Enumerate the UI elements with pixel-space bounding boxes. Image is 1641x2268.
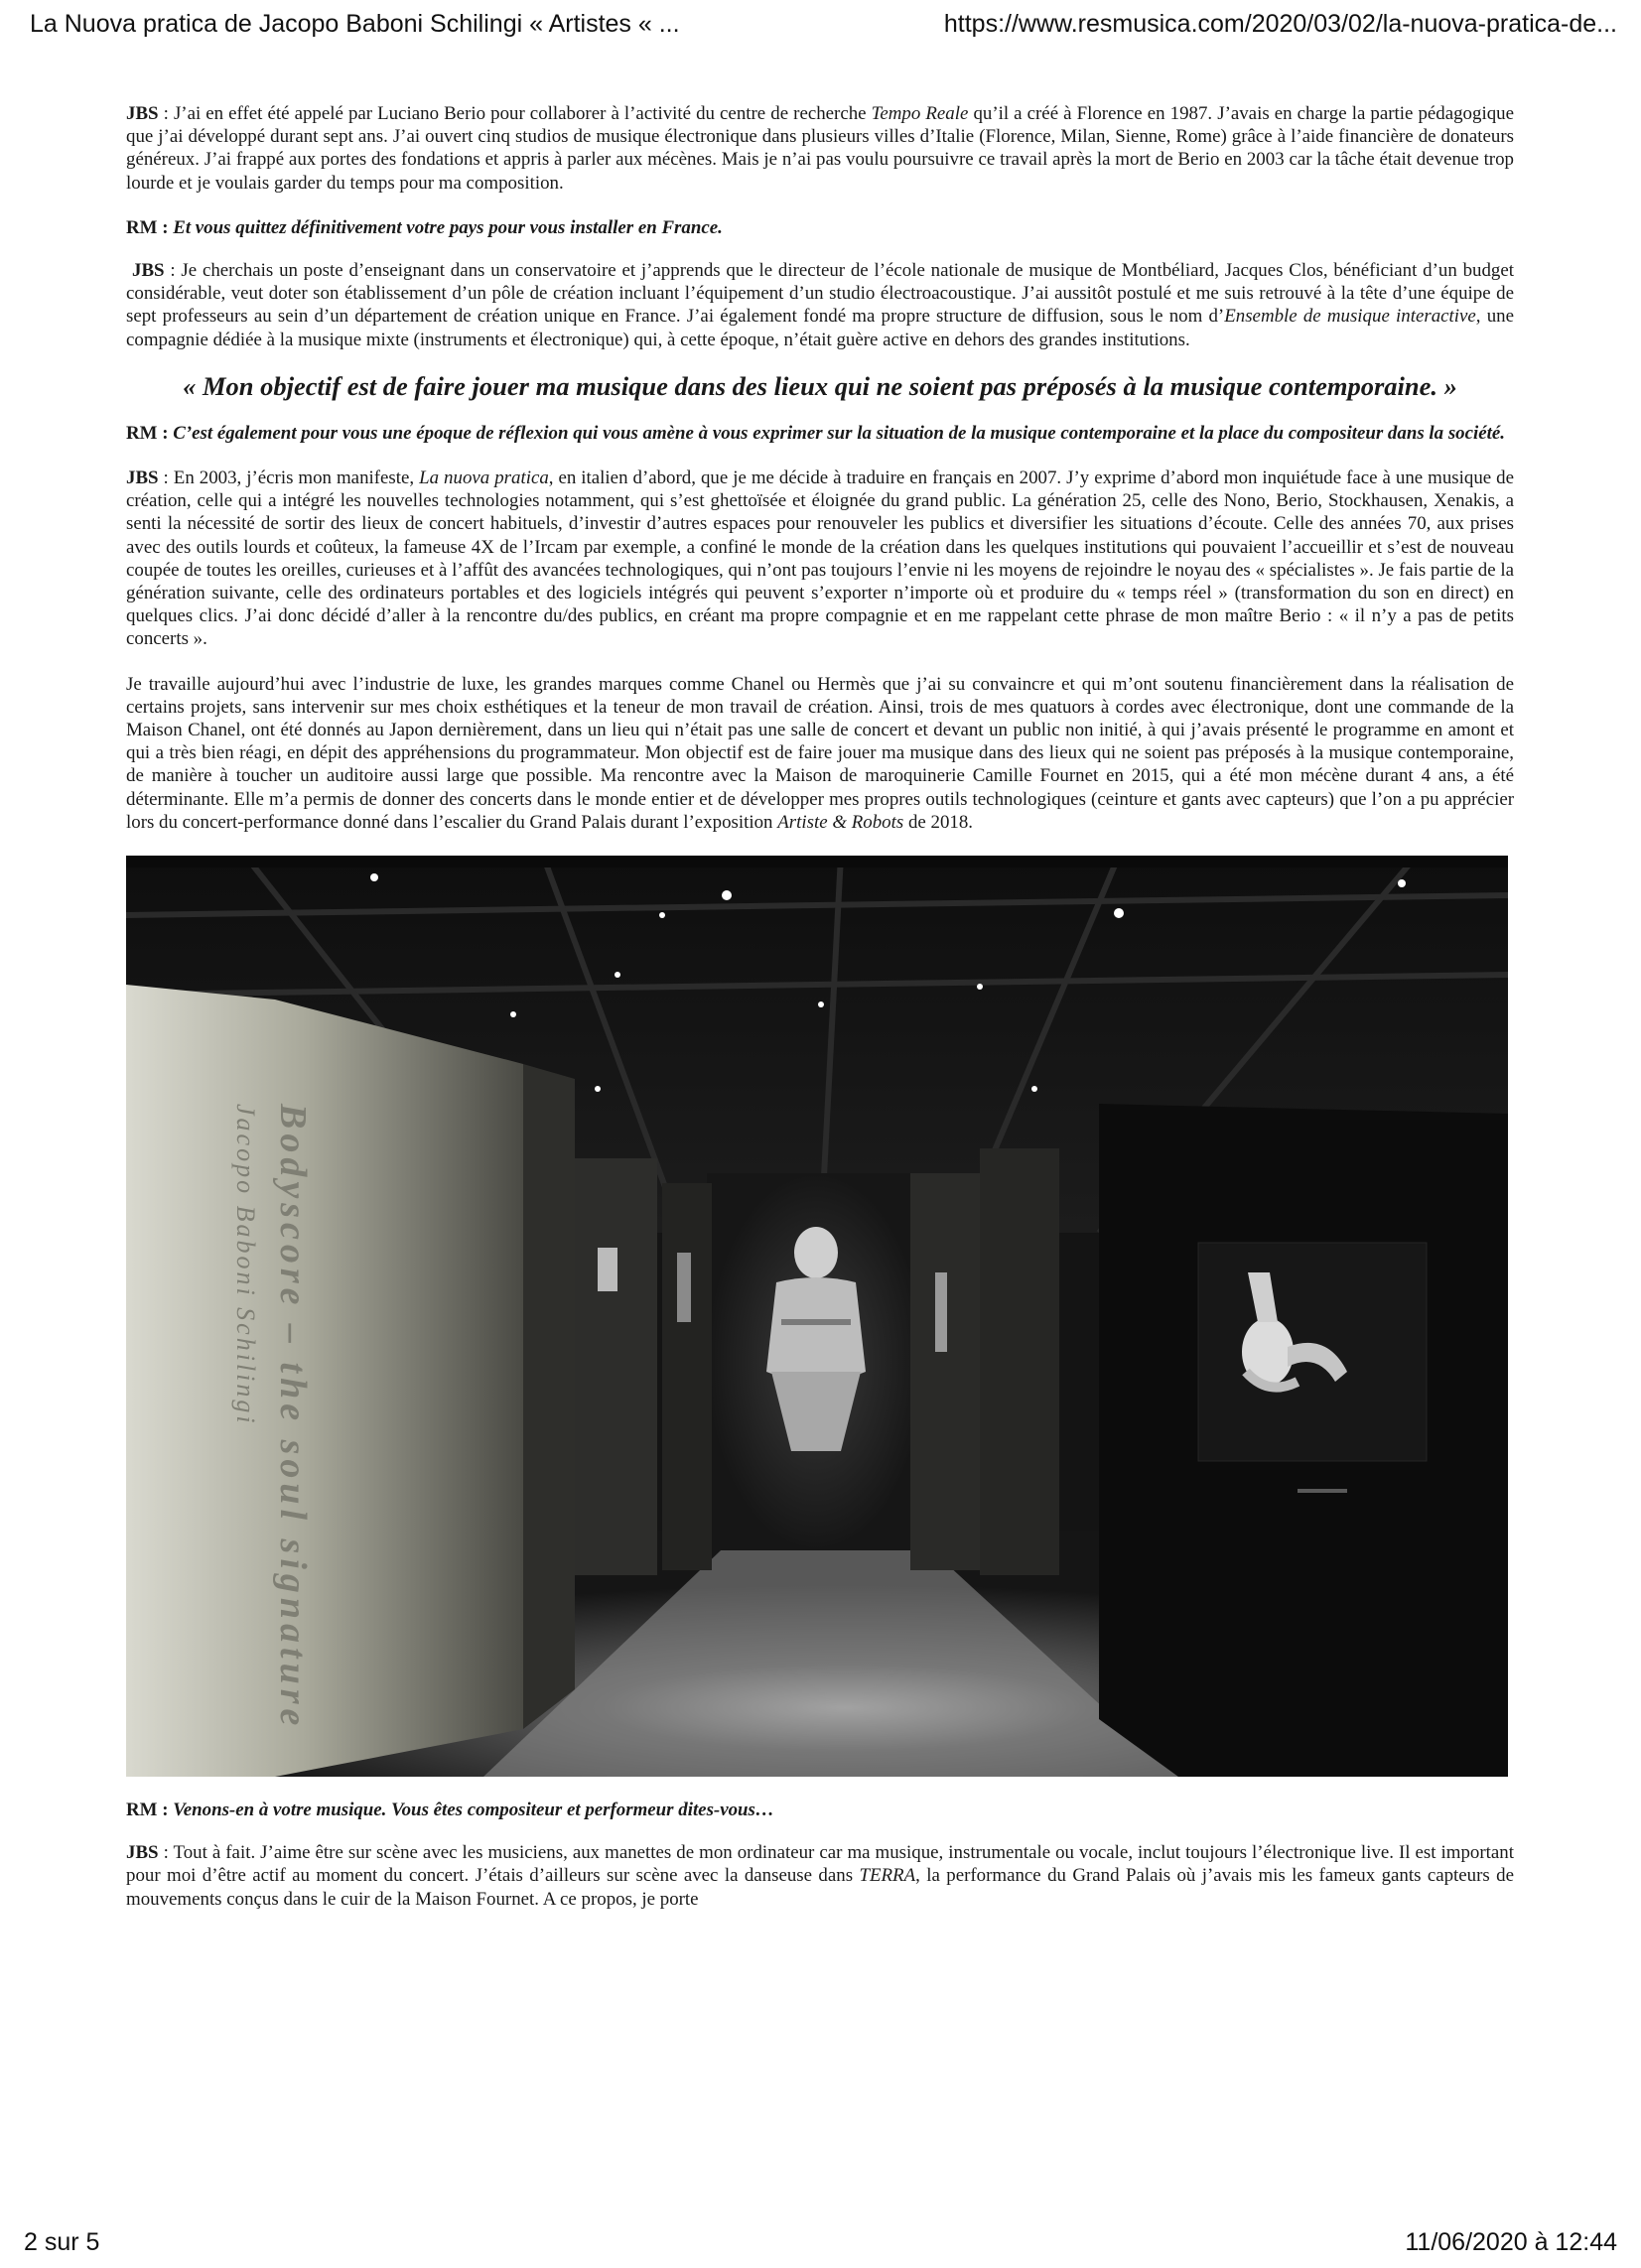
page-title: La Nuova pratica de Jacopo Baboni Schilingi « Artistes « ...: [30, 10, 680, 38]
svg-text:Jacopo Baboni Schilingi: Jacopo Baboni Schilingi: [231, 1104, 260, 1426]
exhibition-photo: [126, 856, 1508, 1777]
exhibition-photo-illustration: [126, 856, 1508, 1777]
answer-text: : Je cherchais un poste d’enseignant dans un conservatoire et j’apprends que le directeur de l’école nationale de musique de Montbéliard, Jacques Clos, bénéficiant d’un budget considérable, veut doter son établissement d’un pôle de création incluant l’équipement d’un studio électroacoustique. J’ai aussitôt postulé et me suis retrouvé à la tête d’une équipe de sept professeurs au sein d’un département de création unique en France. J’ai également fondé ma propre structure de diffusion, sous le nom d’: [126, 260, 1514, 328]
answer-text: , la performance du Grand Palais où j’avais mis les fameux gants capteurs de mouvements conçus dans le cuir de la Maison Fournet. A ce propos, je porte: [126, 1865, 1514, 1910]
answer-paragraph-5: [126, 1841, 1514, 1911]
answer-paragraph-1: [126, 102, 1514, 195]
page-number: 2 sur 5: [24, 2228, 100, 2256]
left-gallery-wall: [126, 985, 523, 1777]
speaker-rm: RM :: [126, 422, 169, 444]
answer-emphasis: Ensemble de musique interactive: [1224, 306, 1476, 328]
speaker-jbs: JBS: [126, 1842, 159, 1864]
answer-text: , en italien d’abord, que je me décide à traduire en français en 2007. J’y exprime d’abord mon inquiétude face à une musique de création, celle qui a intégré les nouvelles technologies notamment, qui s’est ghettoïsée et éloignée du grand public. La génération 25, celle des Nono, Berio, Stockhausen, Xenakis, a senti la nécessité de sortir des lieux de concert habituels, d’investir d’autres espaces pour renouveler les publics et diversifier les situations d’écoute. Celle des années 70, aux prises avec des outils lourds et coûteux, la fameuse 4X de l’Ircam par exemple, a confiné le monde de la création dans les quelques institutions qui pouvaient l’accueillir et s’est de nouveau coupée de toutes les oreilles, curieuses et à l’affût des avancées technologiques, qui n’ont pas toujours l’envie ni les moyens de rejoindre le noyau des « spécialistes ». Je fais partie de la génération suivante, celle des ordinateurs portables et des logiciels intégrés qui peuvent s’exporter n’importe où et produire du « temps réel » (transformation du son en direct) en quelques clics. J’ai donc décidé d’aller à la rencontre du/des publics, en créant ma propre compagnie et en me rappelant cette phrase de mon maître Berio : « il n’y a pas de petits concerts ».: [126, 467, 1514, 650]
speaker-jbs: JBS: [126, 467, 159, 489]
svg-text:Bodyscore – the soul signature: Bodyscore – the soul signature: [272, 1104, 314, 1731]
answer-paragraph-3: [126, 467, 1514, 651]
answer-text: : En 2003, j’écris mon manifeste,: [158, 467, 420, 489]
answer-text: de 2018.: [903, 811, 974, 833]
print-datetime: 11/06/2020 à 12:44: [1405, 2228, 1617, 2256]
speaker-rm: RM :: [126, 216, 169, 238]
page-url[interactable]: https://www.resmusica.com/2020/03/02/la-nuova-pratica-de...: [943, 10, 1617, 38]
answer-emphasis: Tempo Reale: [871, 103, 969, 124]
question-text: Et vous quittez définitivement votre pays pour vous installer en France.: [168, 216, 723, 238]
answer-paragraph-4: [126, 673, 1514, 834]
answer-text: : J’ai en effet été appelé par Luciano Berio pour collaborer à l’activité du centre de recherche: [158, 103, 872, 124]
pull-quote: « Mon objectif est de faire jouer ma musique dans des lieux qui ne soient pas préposés à la musique contemporaine. »: [183, 370, 1457, 401]
speaker-jbs: JBS: [132, 260, 165, 282]
answer-emphasis: La nuova pratica: [419, 467, 549, 489]
question-paragraph-1: [126, 216, 1514, 239]
speaker-rm: RM :: [126, 1800, 169, 1821]
answer-text: : Tout à fait. J’aime être sur scène avec les musiciens, aux manettes de mon ordinateur car ma musique, instrumentale ou vocale, inclut toujours l’électronique live. Il est important pour moi d’être actif au moment du concert. J’étais d’ailleurs sur scène avec la danseuse dans: [126, 1842, 1514, 1887]
answer-emphasis: Artiste & Robots: [777, 811, 904, 833]
question-text: C’est également pour vous une époque de réflexion qui vous amène à vous exprimer sur la situation de la musique contemporaine et la place du compositeur dans la société.: [168, 422, 1505, 444]
answer-paragraph-2: [126, 259, 1514, 351]
print-header: [0, 0, 1641, 60]
print-footer: [0, 2218, 1641, 2268]
answer-text: qu’il a créé à Florence en 1987. J’avais en charge la partie pédagogique que j’ai développé durant sept ans. J’ai ouvert cinq studios de musique électronique dans plusieurs villes d’Italie (Florence, Milan, Sienne, Rome) grâce à l’aide financière de donateurs généreux. J’ai frappé aux portes des fondations et appris à parler aux mécènes. Mais je n’ai pas voulu poursuivre ce travail après la mort de Berio en 2003 car la tâche était devenue trop lourde et je voulais garder du temps pour ma composition.: [126, 103, 1514, 194]
answer-emphasis: TERRA: [859, 1865, 916, 1887]
question-paragraph-2: [126, 422, 1514, 445]
speaker-jbs: JBS: [126, 103, 159, 124]
question-text: Venons-en à votre musique. Vous êtes compositeur et performeur dites-vous…: [168, 1800, 774, 1821]
answer-text: Je travaille aujourd’hui avec l’industrie de luxe, les grandes marques comme Chanel ou Hermès que j’ai su convaincre et qui m’ont soutenu financièrement dans la réalisation de certains projets, sans intervenir sur mes choix esthétiques et la teneur de mon travail de création. Ainsi, trois de mes quatuors à cordes avec électronique, dont une commande de la Maison Chanel, ont été donnés au Japon dernièrement, dans un lieu qui n’était pas une salle de concert et devant un public non initié, à qui j’avais présenté le programme en amont et qui a très bien réagi, en dépit des appréhensions du programmateur. Mon objectif est de faire jouer ma musique dans des lieux qui ne soient pas préposés à la musique contemporaine, de manière à toucher un auditoire aussi large que possible. Ma rencontre avec la Maison de maroquinerie Camille Fournet en 2015, qui a été mon mécène durant 4 ans, a été déterminante. Elle m’a permis de donner des concerts dans le monde entier et de développer mes propres outils technologiques (ceinture et gants avec capteurs) que l’on a pu apprécier lors du concert-performance donné dans l’escalier du Grand Palais durant l’exposition: [126, 673, 1514, 833]
article-body: [126, 102, 1514, 1933]
question-paragraph-3: [126, 1799, 1514, 1821]
answer-text: , une compagnie dédiée à la musique mixte (instruments et électronique) qui, à cette époque, n’était guère active en dehors des grandes institutions.: [126, 306, 1514, 350]
